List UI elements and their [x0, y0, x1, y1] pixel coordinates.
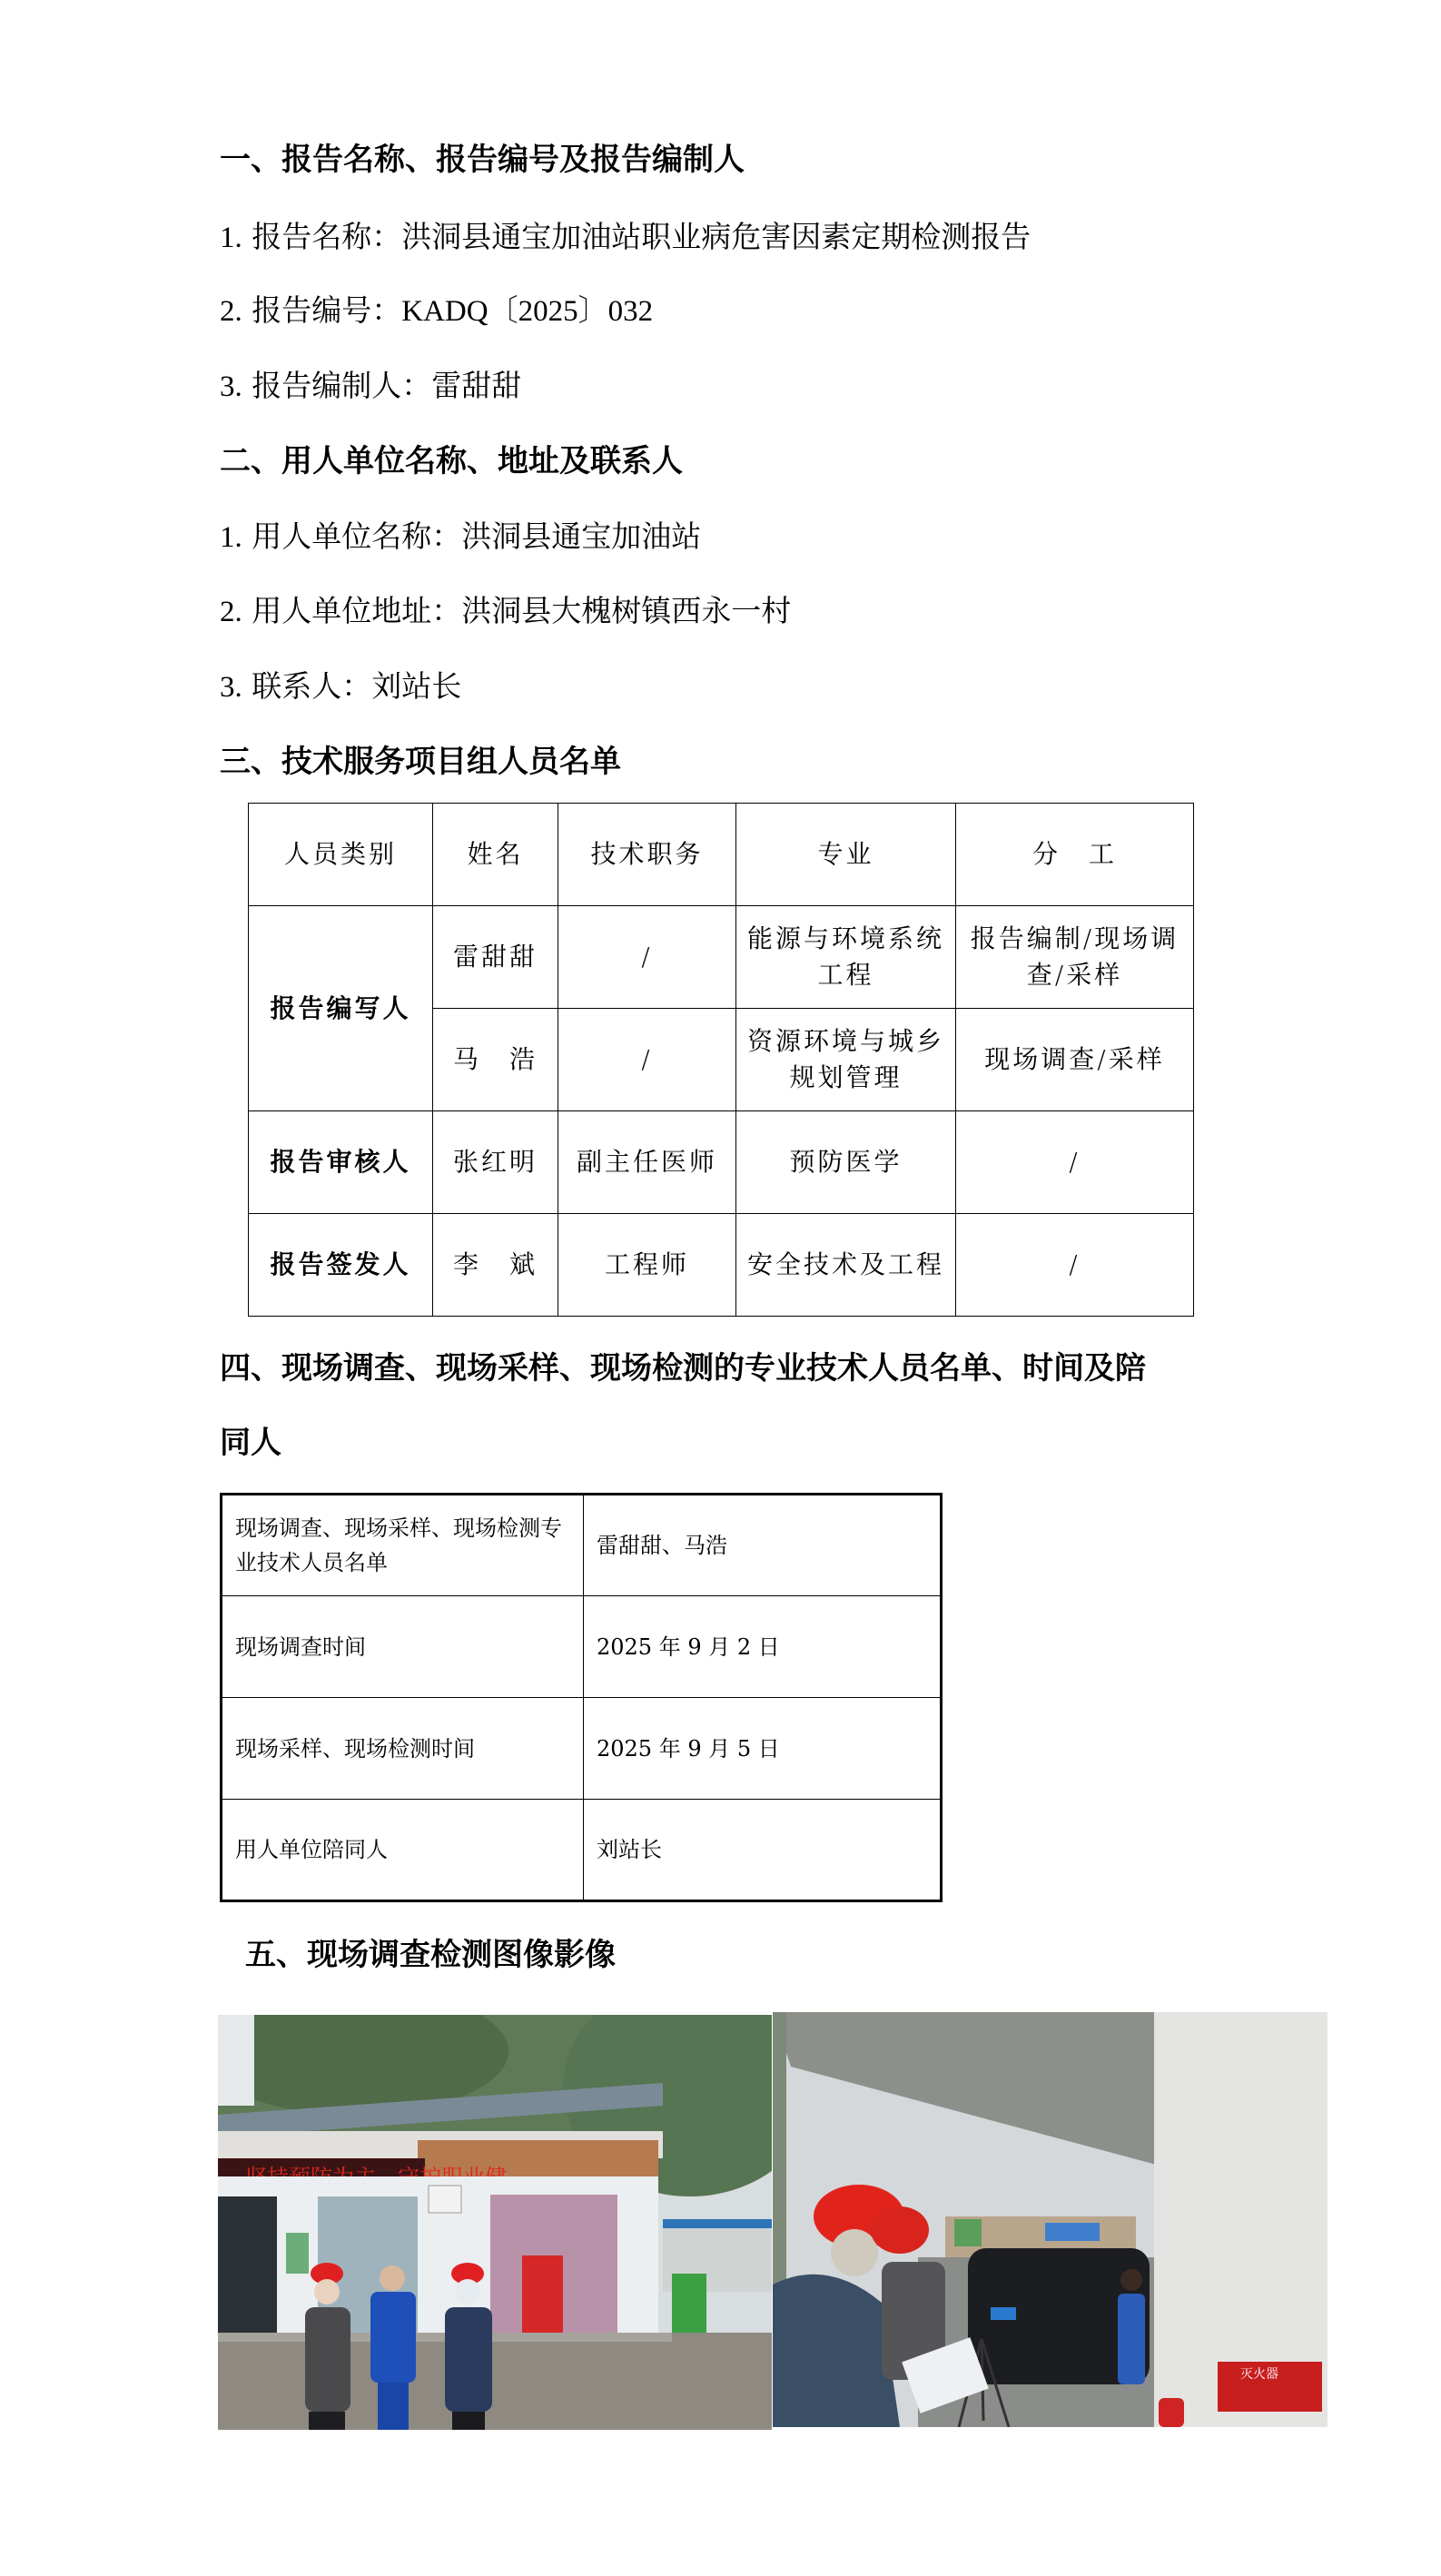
employer-name-value: 洪洞县通宝加油站: [461, 518, 702, 554]
report-name-line: [220, 219, 1031, 254]
contact-value: 刘站长: [371, 668, 462, 704]
section-3-heading: 三、技术服务项目组人员名单: [220, 744, 621, 780]
value-cell: 刘站长: [584, 1800, 942, 1901]
value-cell: 2025 年 9 月 5 日: [584, 1698, 942, 1800]
employer-name-label: 用人单位名称：: [252, 518, 462, 554]
item-number: 2.: [220, 295, 242, 328]
section-4-heading: 四、现场调查、现场采样、现场检测的专业技术人员名单、时间及陪: [220, 1350, 1146, 1387]
employer-address-label: 用人单位地址：: [252, 593, 462, 628]
staff-table: [248, 803, 1194, 1317]
item-number: 3.: [220, 370, 242, 403]
report-author-line: [220, 370, 521, 402]
site-survey-photo: [218, 2015, 772, 2430]
title-cell: /: [558, 1009, 736, 1111]
table-row: [222, 1596, 942, 1698]
report-name-label: 报告名称：: [252, 219, 402, 254]
category-cell: 报告审核人: [249, 1111, 433, 1214]
item-number: 2.: [220, 596, 242, 628]
header-cell: 姓名: [433, 804, 558, 906]
name-cell: 马 浩: [433, 1009, 558, 1111]
major-cell: 能源与环境系统工程: [736, 906, 956, 1009]
report-number-line: [220, 292, 654, 328]
label-cell: 用人单位陪同人: [222, 1800, 584, 1901]
table-row: [222, 1800, 942, 1901]
field-work-table: [220, 1493, 943, 1902]
table-row: [249, 906, 1194, 1009]
table-row: [222, 1495, 942, 1596]
table-row: [249, 1111, 1194, 1214]
value-cell: 雷甜甜、马浩: [584, 1495, 942, 1596]
section-1-heading: 一、报告名称、报告编号及报告编制人: [220, 142, 745, 178]
title-cell: 工程师: [558, 1214, 736, 1317]
name-cell: 张红明: [433, 1111, 558, 1214]
major-cell: 资源环境与城乡规划管理: [736, 1009, 956, 1111]
major-cell: 安全技术及工程: [736, 1214, 956, 1317]
table-row: [222, 1698, 942, 1800]
item-number: 3.: [220, 671, 242, 704]
contact-label: 联系人：: [252, 668, 372, 704]
employer-address-line: [220, 593, 792, 628]
category-cell: 报告编写人: [249, 906, 433, 1111]
table-row: [249, 1214, 1194, 1317]
item-number: 1.: [220, 222, 242, 254]
table-header-row: [249, 804, 1194, 906]
header-cell: 技术职务: [558, 804, 736, 906]
major-cell: 预防医学: [736, 1111, 956, 1214]
field-sampling-photo: [773, 2012, 1327, 2427]
label-cell: 现场调查时间: [222, 1596, 584, 1698]
section-5-heading: 五、现场调查检测图像影像: [245, 1937, 616, 1973]
title-cell: /: [558, 906, 736, 1009]
title-cell: 副主任医师: [558, 1111, 736, 1214]
site-survey-photo-image: [218, 2015, 772, 2430]
section-2-heading: 二、用人单位名称、地址及联系人: [220, 443, 683, 479]
name-cell: 李 斌: [433, 1214, 558, 1317]
category-cell: 报告签发人: [249, 1214, 433, 1317]
report-number-label: 报告编号：: [252, 292, 402, 328]
employer-name-line: [220, 518, 702, 554]
field-sampling-photo-image: [773, 2012, 1327, 2427]
header-cell: 人员类别: [249, 804, 433, 906]
report-author-label: 报告编制人：: [252, 368, 432, 403]
sticker-text: 灭火器: [1240, 2367, 1278, 2382]
name-cell: 雷甜甜: [433, 906, 558, 1009]
label-cell: 现场调查、现场采样、现场检测专业技术人员名单: [222, 1495, 584, 1596]
duty-cell: /: [956, 1111, 1194, 1214]
label-cell: 现场采样、现场检测时间: [222, 1698, 584, 1800]
duty-cell: 现场调查/采样: [956, 1009, 1194, 1111]
duty-cell: /: [956, 1214, 1194, 1317]
section-4-heading-cont: 同人: [220, 1425, 281, 1461]
report-name-value: 洪洞县通宝加油站职业病危害因素定期检测报告: [401, 219, 1031, 254]
item-number: 1.: [220, 521, 242, 554]
contact-line: [220, 668, 462, 704]
value-cell: 2025 年 9 月 2 日: [584, 1596, 942, 1698]
header-cell: 分 工: [956, 804, 1194, 906]
header-cell: 专业: [736, 804, 956, 906]
report-number-value: KADQ〔2025〕032: [401, 295, 654, 328]
employer-address-value: 洪洞县大槐树镇西永一村: [461, 593, 792, 628]
report-author-value: 雷甜甜: [431, 368, 522, 403]
duty-cell: 报告编制/现场调查/采样: [956, 906, 1194, 1009]
